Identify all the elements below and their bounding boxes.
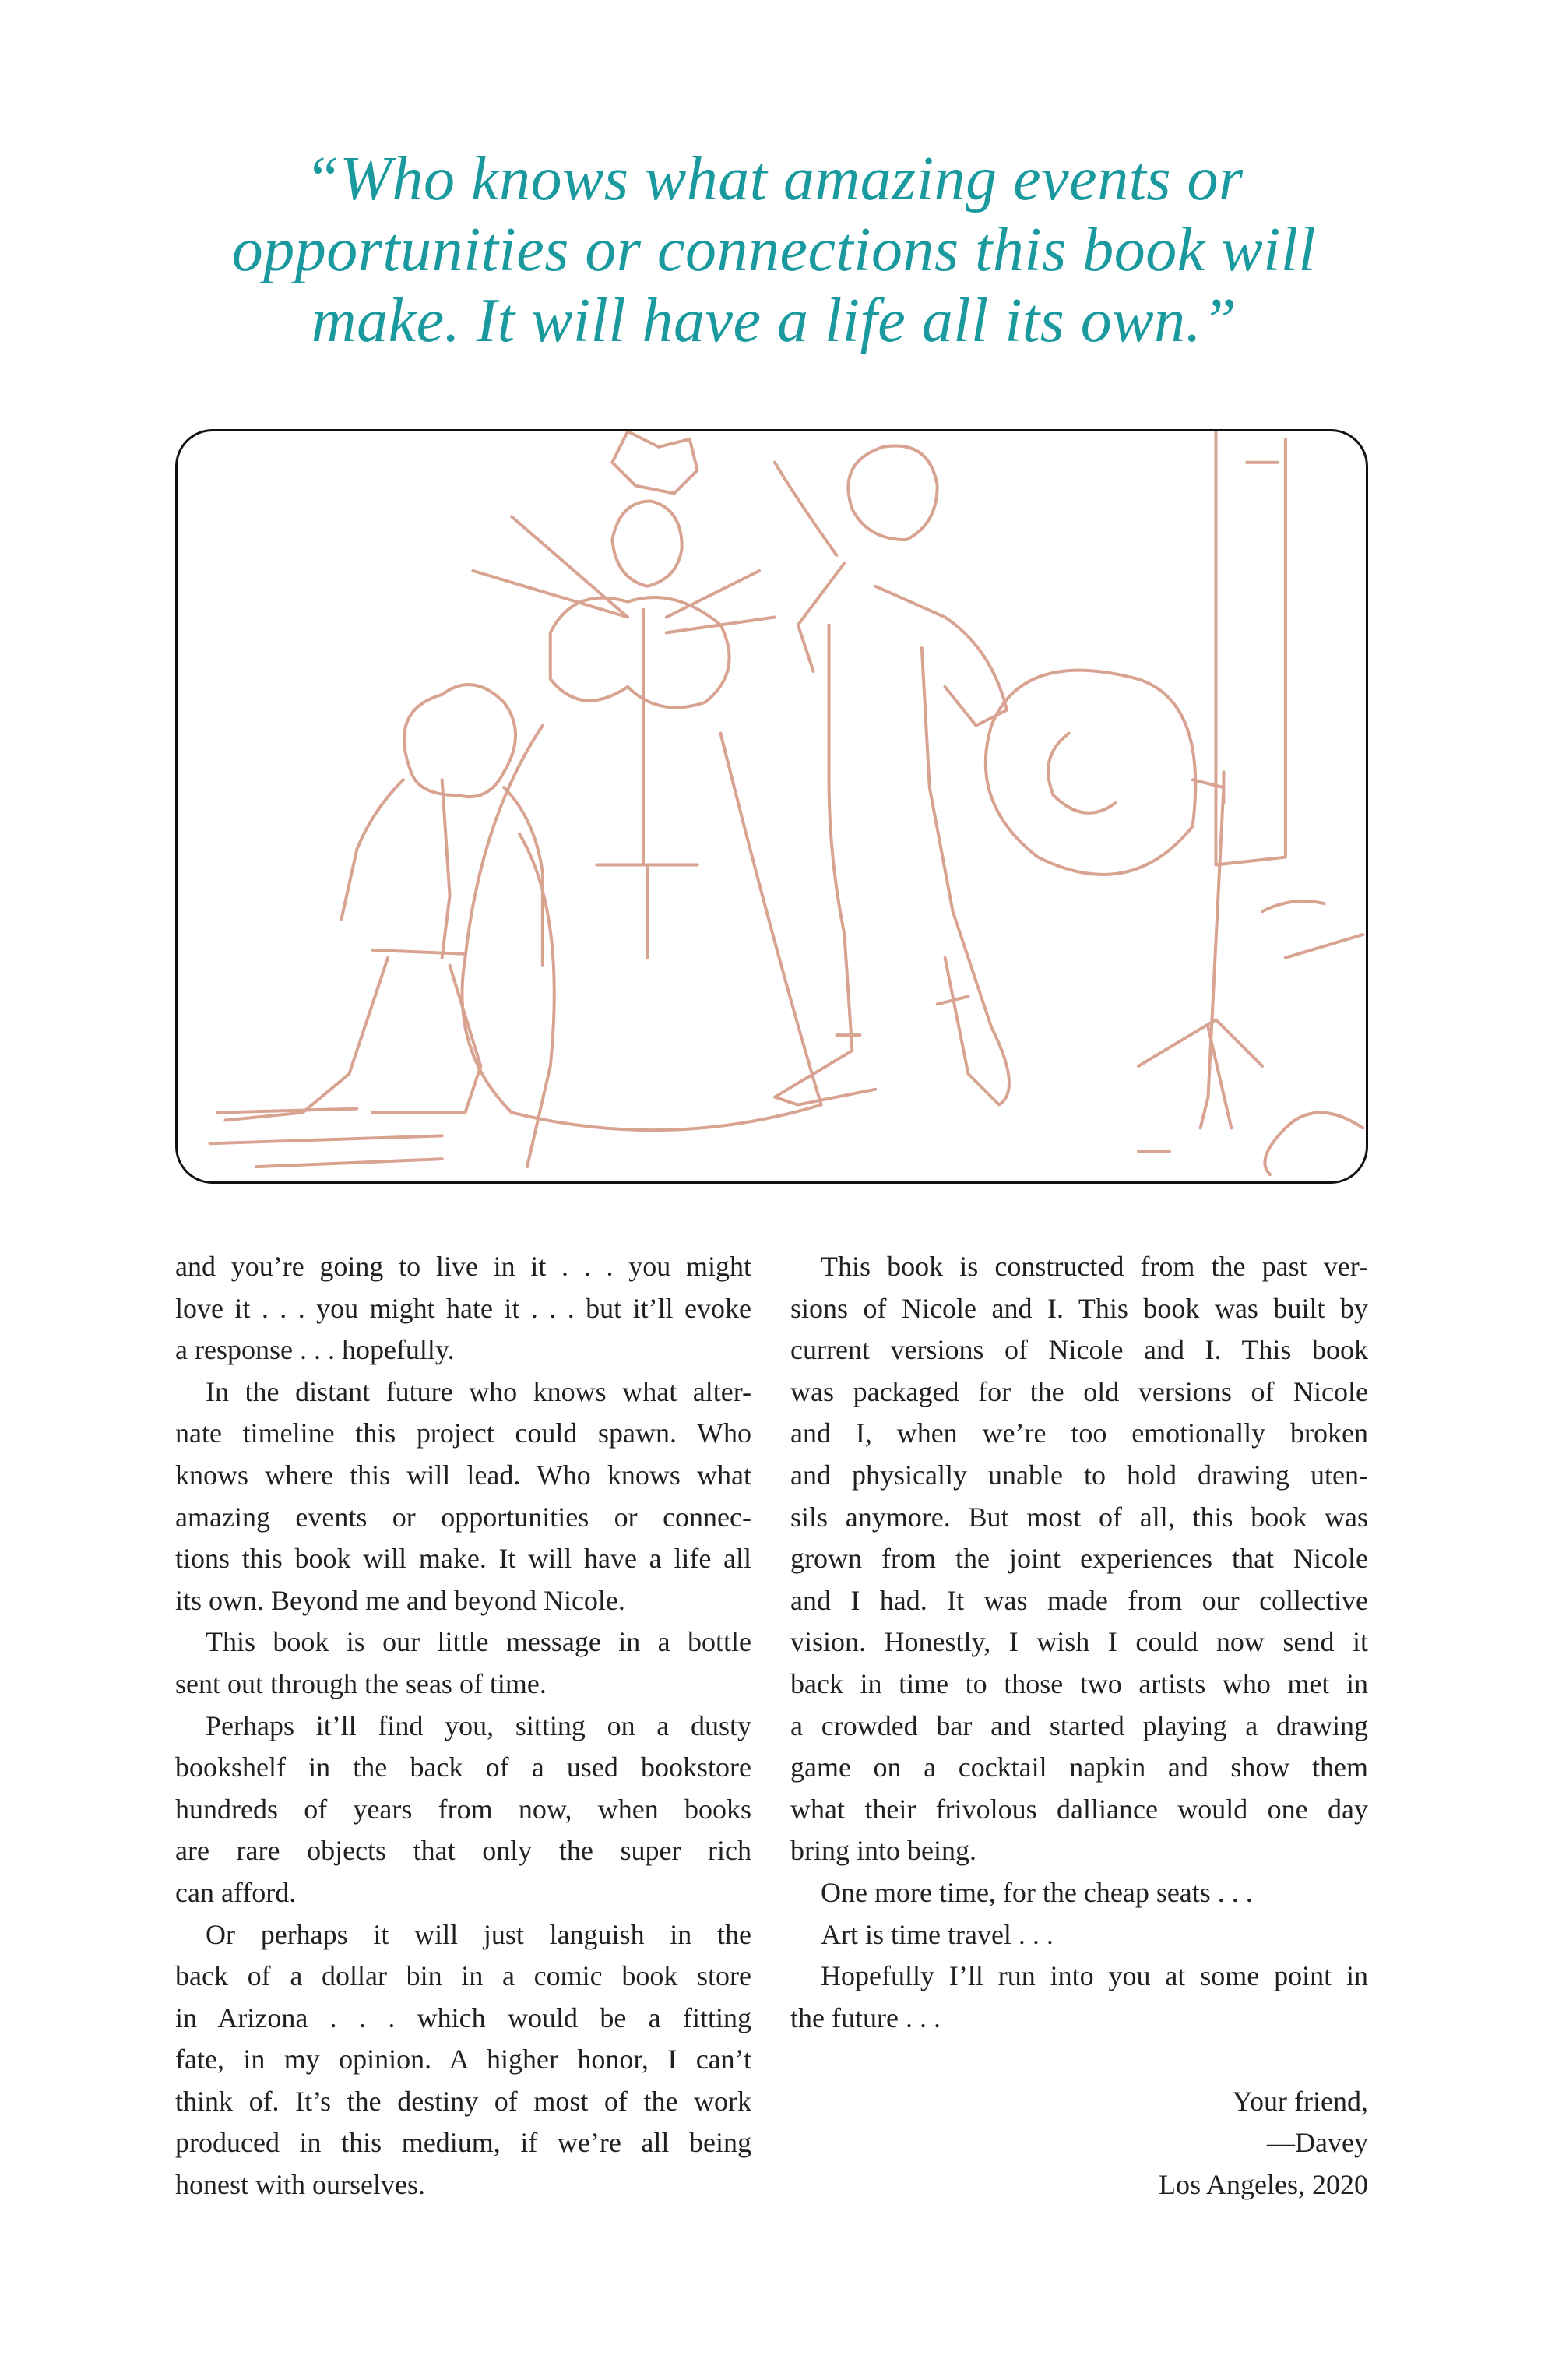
text-line: game on a cocktail napkin and show them [790,1752,1368,1783]
right-text-column [790,1246,1368,2206]
text-line: This book is our little message in a bottle [206,1626,751,1658]
text-line: This book is constructed from the past ver- [821,1251,1368,1282]
text-line: think of. It’s the destiny of most of the work [175,2085,751,2117]
text-line: One more time, for the cheap seats . . . [821,1876,1253,1908]
text-line: sils anymore. But most of all, this book was [790,1501,1368,1533]
text-line: current versions of Nicole and I. This book [790,1334,1368,1366]
quote-line: “Who knows what amazing events or [304,145,1244,213]
text-line: Or perhaps it will just languish in the [206,1918,751,1950]
text-line: and I had. It was made from our collective [790,1584,1368,1616]
studio-light-sketch [986,431,1363,1174]
pull-quote [117,144,1431,357]
text-line: produced in this medium, if we’re all being [175,2127,751,2159]
text-line: in Arizona . . . which would be a fitting [175,2002,751,2033]
paragraph [175,1246,751,1371]
paragraph [175,1914,751,2206]
text-line: bookshelf in the back of a used bookstore [175,1752,751,1783]
kneeling-figure-sketch [209,685,554,1167]
text-line: grown from the joint experiences that Nicole [790,1543,1368,1575]
quote-line: opportunities or connections this book will [231,216,1317,284]
text-line: Hopefully I’ll run into you at some point in [821,1960,1368,1992]
text-line: In the distant future who knows what alter- [206,1375,751,1407]
left-text-column [175,1246,751,2206]
signature-name: —Davey [1267,2127,1368,2159]
text-line: knows where this will lead. Who knows what [175,1459,751,1491]
text-line: honest with ourselves. [175,2169,425,2201]
text-line: a response . . . hopefully. [175,1334,455,1366]
text-line: was packaged for the old versions of Nicole [790,1375,1368,1407]
text-line: back in time to those two artists who met in [790,1667,1368,1699]
paragraph [175,1621,751,1705]
paragraph [790,1246,1368,1872]
text-line: and you’re going to live in it . . . you might [175,1251,751,1282]
quote-line: make. It will have a life all its own.” [311,287,1237,355]
text-line: hundreds of years from now, when books [175,1793,751,1825]
text-line: are rare objects that only the super rich [175,1835,751,1867]
paragraph [175,1706,751,1914]
gowned-figure-sketch [462,431,821,1130]
paragraph [790,1872,1368,1914]
signature-closing: Your friend, [1232,2085,1368,2117]
text-line: a crowded bar and started playing a drawing [790,1709,1368,1741]
text-line: love it . . . you might hate it . . . but it’ll evoke [175,1292,751,1324]
paragraph [790,1956,1368,2039]
text-line: and physically unable to hold drawing uten- [790,1459,1368,1491]
standing-figure-sketch [775,445,1009,1104]
text-line: fate, in my opinion. A higher honor, I can’t [175,2044,751,2075]
text-line: the future . . . [790,2002,941,2033]
spacer [790,2039,1368,2081]
text-line: nate timeline this project could spawn. Who [175,1417,751,1449]
text-line: what their frivolous dalliance would one day [790,1793,1368,1825]
paragraph [790,1914,1368,1956]
sketch-illustration [175,429,1368,1184]
text-line: sions of Nicole and I. This book was built by [790,1292,1368,1324]
text-line: Perhaps it’ll find you, sitting on a dusty [206,1709,751,1741]
text-line: sent out through the seas of time. [175,1667,547,1699]
text-line: vision. Honestly, I wish I could now send it [790,1626,1368,1658]
text-line: bring into being. [790,1835,976,1867]
text-line: amazing events or opportunities or connec- [175,1501,751,1533]
text-line: and I, when we’re too emotionally broken [790,1417,1368,1449]
text-line: Art is time travel . . . [821,1918,1054,1950]
text-line: can afford. [175,1876,297,1908]
signature-place-date: Los Angeles, 2020 [1159,2169,1368,2201]
text-line: its own. Beyond me and beyond Nicole. [175,1584,625,1616]
paragraph [175,1371,751,1622]
text-line: tions this book will make. It will have a life all [175,1543,751,1575]
text-line: back of a dollar bin in a comic book store [175,1960,751,1992]
